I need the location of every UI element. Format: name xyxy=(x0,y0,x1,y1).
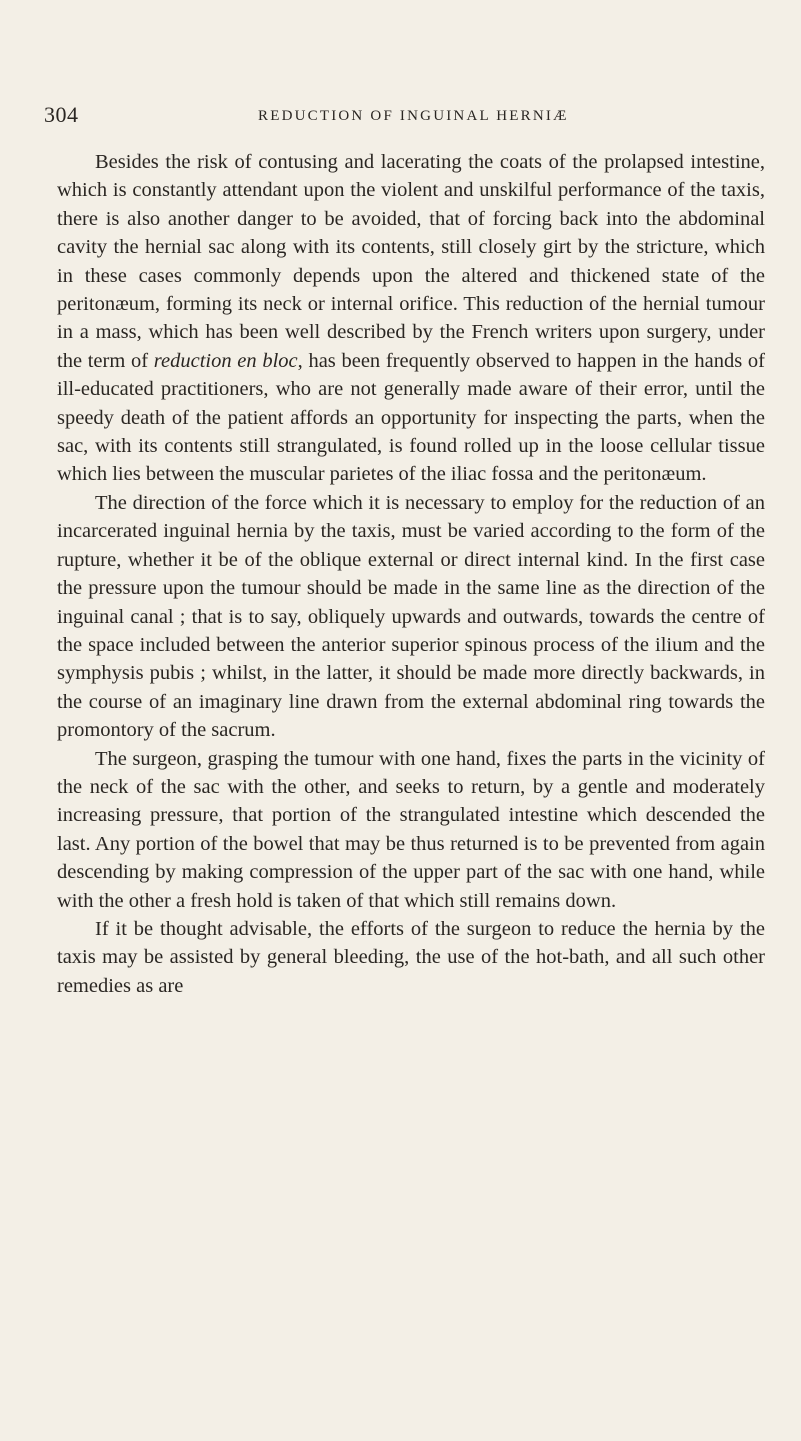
body-text xyxy=(57,148,765,1000)
paragraph-text: Besides the risk of contusing and lacerating the coats of the prolapsed intestine, which is constantly attendant upon the violent and unskilful performance of the taxis, there is also another danger to be avoided, that of forcing back into the abdominal cavity the hernial sac along with its contents, still closely girt by the stricture, which in these cases commonly depends upon the altered and thickened state of the peritonæum, forming its neck or internal orifice. This reduction of the hernial tumour in a mass, which has been well described by the French writers upon surgery, under the term of xyxy=(57,151,765,372)
italic-term: reduction en bloc xyxy=(153,349,298,372)
paragraph-direction-of-force: The direction of the force which it is necessary to employ for the reduction of an incarcerated inguinal hernia by the taxis, must be varied according to the form of the rupture, whether it be of the oblique external or direct internal kind. In the first case the pressure upon the tumour should be made in the same line as the direction of the inguinal canal ; that is to say, obliquely upwards and outwards, towards the centre of the space included between the anterior superior spinous process of the ilium and the symphysis pubis ; whilst, in the latter, it should be made more directly backwards, in the course of an imaginary line drawn from the external abdominal ring towards the promontory of the sacrum. xyxy=(57,491,765,742)
paragraph-surgeon-grasping: The surgeon, grasping the tumour with one hand, fixes the parts in the vicinity of the neck of the sac with the other, and seeks to return, by a gentle and moderately increasing pressure, that portion of the strangulated intestine which descended the last. Any portion of the bowel that may be thus returned is to be prevented from again descending by making compression of the upper part of the sac with one hand, while with the other a fresh hold is taken of that which still remains down. xyxy=(57,747,765,912)
paragraph-text: , has been frequently observed to happen in the hands of ill-educated practitioners, who are not generally made aware of their error, until the speedy death of the patient affords an opportunity for inspecting the parts, when the sac, with its contents still strangulated, is found rolled up in the loose cellular tissue which lies between the muscular parietes of the iliac fossa and the peritonæum. xyxy=(57,349,765,486)
paragraph-assisted-reduction: If it be thought advisable, the efforts of the surgeon to reduce the hernia by the taxis may be assisted by general bleeding, the use of the hot-bath, and all such other remedies as are xyxy=(57,917,765,997)
paragraph-reduction-en-bloc xyxy=(57,148,765,489)
running-head: REDUCTION OF INGUINAL HERNIÆ xyxy=(258,108,569,124)
page-number: 304 xyxy=(44,102,79,127)
